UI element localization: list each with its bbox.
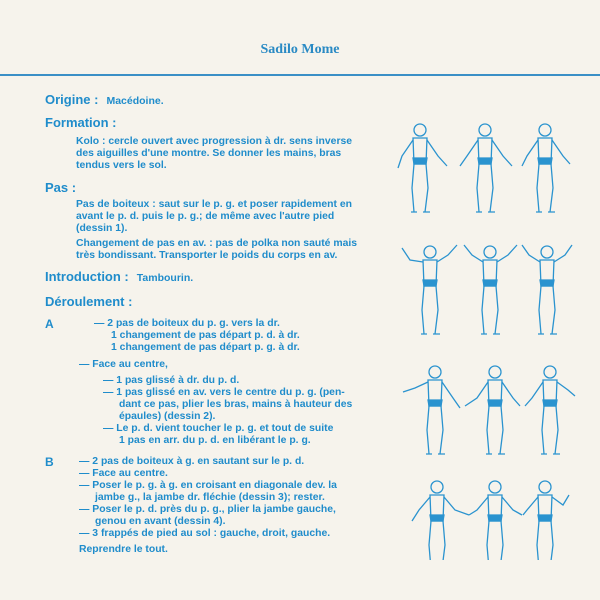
page-title: Sadilo Mome bbox=[260, 42, 340, 57]
section-b-label: B bbox=[45, 455, 54, 469]
section-a-substeps: — 1 pas glissé à dr. du p. d. — 1 pas glissé en av. vers le centre du p. g. (pen- dant ce pas, plier les bras, mains à hauteur des épaules) (dessin 2). — Le p. d. vient toucher le p. g. et tout de suite 1 pas en arr. du p. d. en libérant le p. g. bbox=[103, 375, 353, 446]
introduction-heading: Introduction : Tambourin. bbox=[45, 269, 194, 284]
section-a-steps: — 2 pas de boiteux du p. g. vers la dr. 1 changement de pas départ p. d. à dr. 1 changement de pas départ p. g. à dr. bbox=[94, 318, 300, 353]
origine-value: Macédoine. bbox=[106, 95, 164, 107]
origine-heading: Origine : Macédoine. bbox=[45, 92, 164, 107]
introduction-value: Tambourin. bbox=[136, 272, 194, 284]
dessin-2 bbox=[402, 245, 572, 334]
pas-heading: Pas : bbox=[45, 180, 77, 195]
pas-boiteux-text: Pas de boiteux : saut sur le p. g. et poser rapidement en avant le p. d. puis le p. g.; de même avec l'autre pied (dessin 1). bbox=[76, 199, 352, 234]
title-divider bbox=[0, 74, 600, 76]
section-b-steps: — 2 pas de boiteux à g. en sautant sur le p. d. — Face au centre. — Poser le p. g. à g. en croisant en diagonale dev. la jambe g., la jambe dr. fléchie (dessin 3); rester. — Poser le p. d. près du p. g., plier la jambe gauche, genou en avant (dessin 4). — 3 frappés de pied au sol : gauche, droit, gauche. bbox=[79, 456, 337, 539]
dance-illustrations bbox=[395, 80, 595, 560]
section-a-face: — Face au centre, bbox=[79, 359, 168, 370]
changement-pas-text: Changement de pas en av. : pas de polka non sauté mais très bondissant. Transporter le poids du corps en av. bbox=[76, 238, 358, 261]
dessin-4 bbox=[412, 481, 569, 560]
section-a-label: A bbox=[45, 317, 54, 331]
deroulement-heading: Déroulement : bbox=[45, 294, 133, 309]
formation-text: Kolo : cercle ouvert avec progression à dr. sens inverse des aiguilles d'une montre. Se donner les mains, bras tendus vers le sol. bbox=[76, 136, 353, 171]
dessin-1 bbox=[398, 124, 570, 212]
formation-heading: Formation : bbox=[45, 115, 117, 130]
reprendre-text: Reprendre le tout. bbox=[79, 544, 168, 555]
dessin-3 bbox=[403, 366, 575, 454]
